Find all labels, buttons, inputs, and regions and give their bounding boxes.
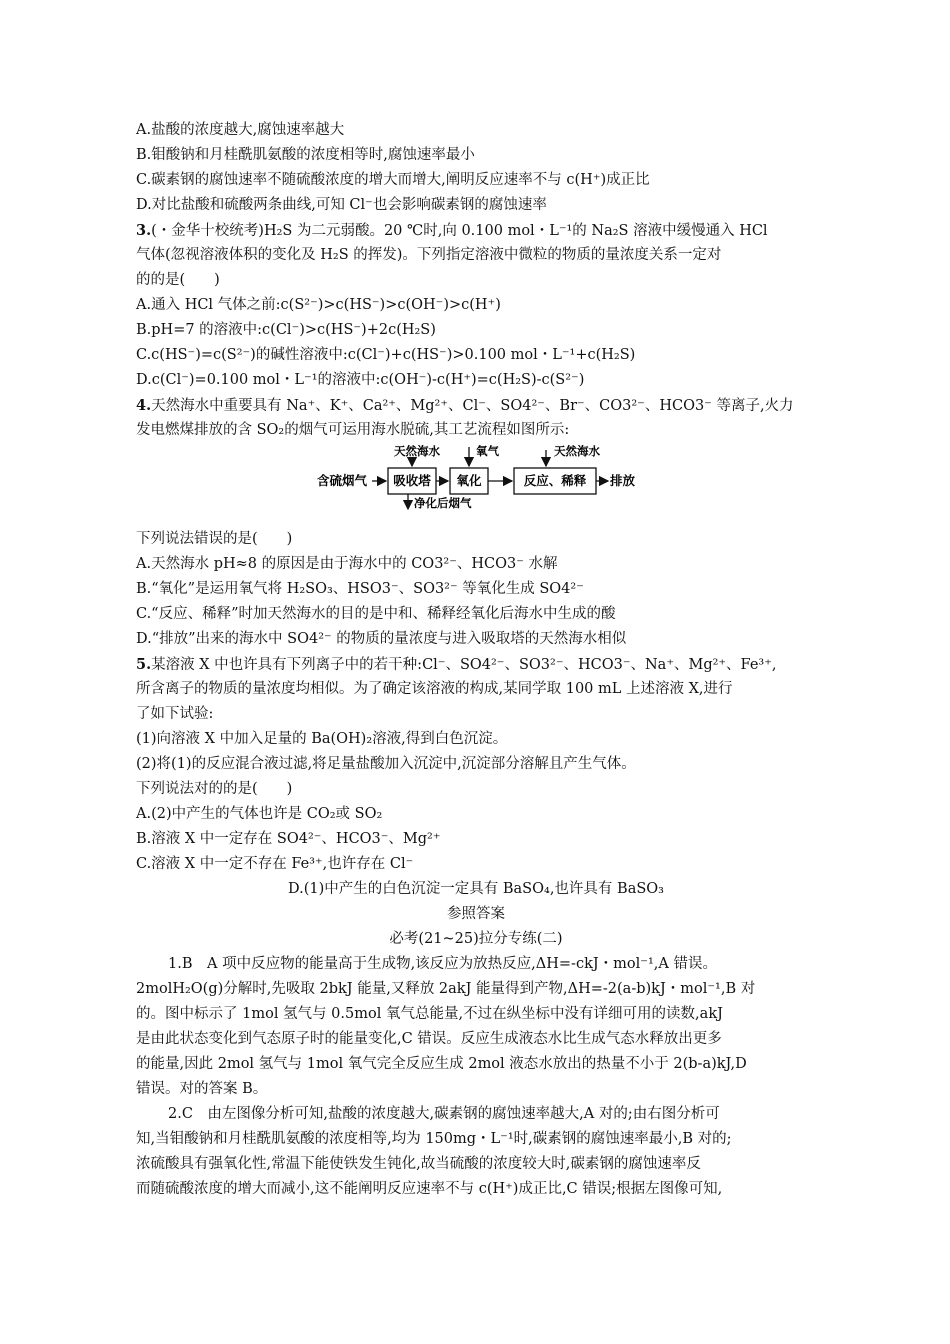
flow-box-oxidation-label: 氧化 — [456, 473, 482, 488]
flow-oxygen-label: 氧气 — [476, 444, 499, 458]
q3-line-1 — [136, 218, 816, 243]
flow-output-label: 排放 — [610, 473, 636, 488]
q5-option-c: C.溶液 X 中一定不存在 Fe³⁺,也许存在 Cl⁻ — [136, 856, 414, 872]
answer-1-line-6: 错误。对的答案 B。 — [136, 1081, 268, 1097]
answer-2-line-3: 浓硫酸具有强氧化性,常温下能使铁发生钝化,故当硫酸的浓度较大时,碳素钢的腐蚀速率反 — [136, 1156, 701, 1172]
flow-box-reaction-label: 反应、稀释 — [523, 473, 587, 488]
q5-line-1 — [136, 652, 816, 677]
flow-cleaned-gas-label: 净化后烟气 — [414, 496, 472, 510]
answer-2-line-1: 2.C 由左图像分析可知,盐酸的浓度越大,碳素钢的腐蚀速率越大,A 对的;由右图分析可 — [168, 1106, 720, 1122]
q4-option-d: D.“排放”出来的海水中 SO4²⁻ 的物质的量浓度与进入吸取塔的天然海水相似 — [136, 631, 627, 647]
q3-line-3: 的的是( ) — [136, 272, 220, 288]
q5-line-2: 所含离子的物质的量浓度均相似。为了确定该溶液的构成,某同学取 100 mL 上述溶液 X,进行 — [136, 681, 733, 697]
q3-option-b: B.pH=7 的溶液中:c(Cl⁻)>c(HS⁻)+2c(H₂S) — [136, 322, 436, 338]
q4-text-1: 天然海水中重要具有 Na⁺、K⁺、Ca²⁺、Mg²⁺、Cl⁻、SO4²⁻、Br⁻、CO3²⁻、HCO3⁻ 等离子,火力 — [151, 398, 794, 414]
answer-2-line-4: 而随硫酸浓度的增大而减小,这不能阐明反应速率不与 c(H⁺)成正比,C 错误;根据左图像可知, — [136, 1181, 723, 1197]
q4-line-2: 发电燃煤排放的含 SO₂的烟气可运用海水脱硫,其工艺流程如图所示: — [136, 422, 570, 438]
answer-1-line-4: 是由此状态变化到气态原子时的能量变化,C 错误。反应生成液态水比生成气态水释放出更多 — [136, 1031, 722, 1047]
q5-option-a: A.(2)中产生的气体也许是 CO₂或 SO₂ — [136, 806, 383, 822]
q5-text-1: 某溶液 X 中也许具有下列离子中的若干种:Cl⁻、SO4²⁻、SO3²⁻、HCO3⁻、Na⁺、Mg²⁺、Fe³⁺, — [151, 657, 777, 673]
q5-stem: 下列说法对的的是( ) — [136, 781, 293, 797]
q5-step-2: (2)将(1)的反应混合液过滤,将足量盐酸加入沉淀中,沉淀部分溶解且产生气体。 — [136, 756, 636, 772]
q5-step-1: (1)向溶液 X 中加入足量的 Ba(OH)₂溶液,得到白色沉淀。 — [136, 731, 508, 747]
answers-subheading: 必考(21~25)拉分专练(二) — [389, 931, 563, 947]
flow-box-absorber-label: 吸收塔 — [393, 473, 431, 488]
q2-option-c: C.碳素钢的腐蚀速率不随硫酸浓度的增大而增大,阐明反应速率不与 c(H⁺)成正比 — [136, 172, 650, 188]
q4-number: 4. — [136, 397, 152, 414]
q3-line-2: 气体(忽视溶液体积的变化及 H₂S 的挥发)。下列指定溶液中微粒的物质的量浓度关系一定对 — [136, 247, 722, 263]
q2-option-d: D.对比盐酸和硫酸两条曲线,可知 Cl⁻也会影响碳素钢的腐蚀速率 — [136, 197, 547, 213]
q3-option-a: A.通入 HCl 气体之前:c(S²⁻)>c(HS⁻)>c(OH⁻)>c(H⁺) — [136, 297, 501, 313]
q4-line-1 — [136, 393, 816, 418]
document-page — [136, 118, 816, 1202]
q4-option-a: A.天然海水 pH≈8 的原因是由于海水中的 CO3²⁻、HCO3⁻ 水解 — [136, 556, 558, 572]
flow-seawater-2-label: 天然海水 — [554, 444, 600, 458]
q4-option-c: C.“反应、稀释”时加天然海水的目的是中和、稀释经氧化后海水中生成的酸 — [136, 606, 616, 622]
q3-text-1: (・金华十校统考)H₂S 为二元弱酸。20 ℃时,向 0.100 mol・L⁻¹的 Na₂S 溶液中缓慢通入 HCl — [151, 223, 768, 239]
flow-input-label: 含硫烟气 — [317, 473, 368, 488]
q4-stem: 下列说法错误的是( ) — [136, 531, 293, 547]
q5-option-b: B.溶液 X 中一定存在 SO4²⁻、HCO3⁻、Mg²⁺ — [136, 831, 441, 847]
q5-number: 5. — [136, 656, 152, 673]
answer-1-line-1: 1.B A 项中反应物的能量高于生成物,该反应为放热反应,ΔH=-ckJ・mol⁻¹,A 错误。 — [168, 956, 717, 972]
answer-1-line-5: 的能量,因此 2mol 氢气与 1mol 氧气完全反应生成 2mol 液态水放出的热量不小于 2(b-a)kJ,D — [136, 1056, 747, 1072]
q2-option-a: A.盐酸的浓度越大,腐蚀速率越大 — [136, 122, 345, 138]
q2-option-b: B.钼酸钠和月桂酰肌氨酸的浓度相等时,腐蚀速率最小 — [136, 147, 475, 163]
q4-option-b: B.“氧化”是运用氧气将 H₂SO₃、HSO3⁻、SO3²⁻ 等氧化生成 SO4²⁻ — [136, 581, 584, 597]
q3-number: 3. — [136, 222, 152, 239]
flow-svg — [136, 443, 816, 527]
answer-1-line-3: 的。图中标示了 1mol 氢气与 0.5mol 氧气总能量,不过在纵坐标中没有详细可用的读数,akJ — [136, 1006, 723, 1022]
flow-seawater-1-label: 天然海水 — [394, 444, 440, 458]
answers-heading: 参照答案 — [447, 906, 505, 922]
q3-option-d: D.c(Cl⁻)=0.100 mol・L⁻¹的溶液中:c(OH⁻)-c(H⁺)=c(H₂S)-c(S²⁻) — [136, 372, 585, 388]
answer-2-line-2: 知,当钼酸钠和月桂酰肌氨酸的浓度相等,均为 150mg・L⁻¹时,碳素钢的腐蚀速率最小,B 对的; — [136, 1131, 732, 1147]
process-flow-diagram — [136, 443, 816, 527]
answer-1-line-2: 2molH₂O(g)分解时,先吸取 2bkJ 能量,又释放 2akJ 能量得到产物,ΔH=-2(a-b)kJ・mol⁻¹,B 对 — [136, 981, 756, 997]
q5-line-3: 了如下试验: — [136, 706, 214, 722]
q3-option-c: C.c(HS⁻)=c(S²⁻)的碱性溶液中:c(Cl⁻)+c(HS⁻)>0.100 mol・L⁻¹+c(H₂S) — [136, 347, 636, 363]
q5-option-d: D.(1)中产生的白色沉淀一定具有 BaSO₄,也许具有 BaSO₃ — [288, 881, 664, 897]
